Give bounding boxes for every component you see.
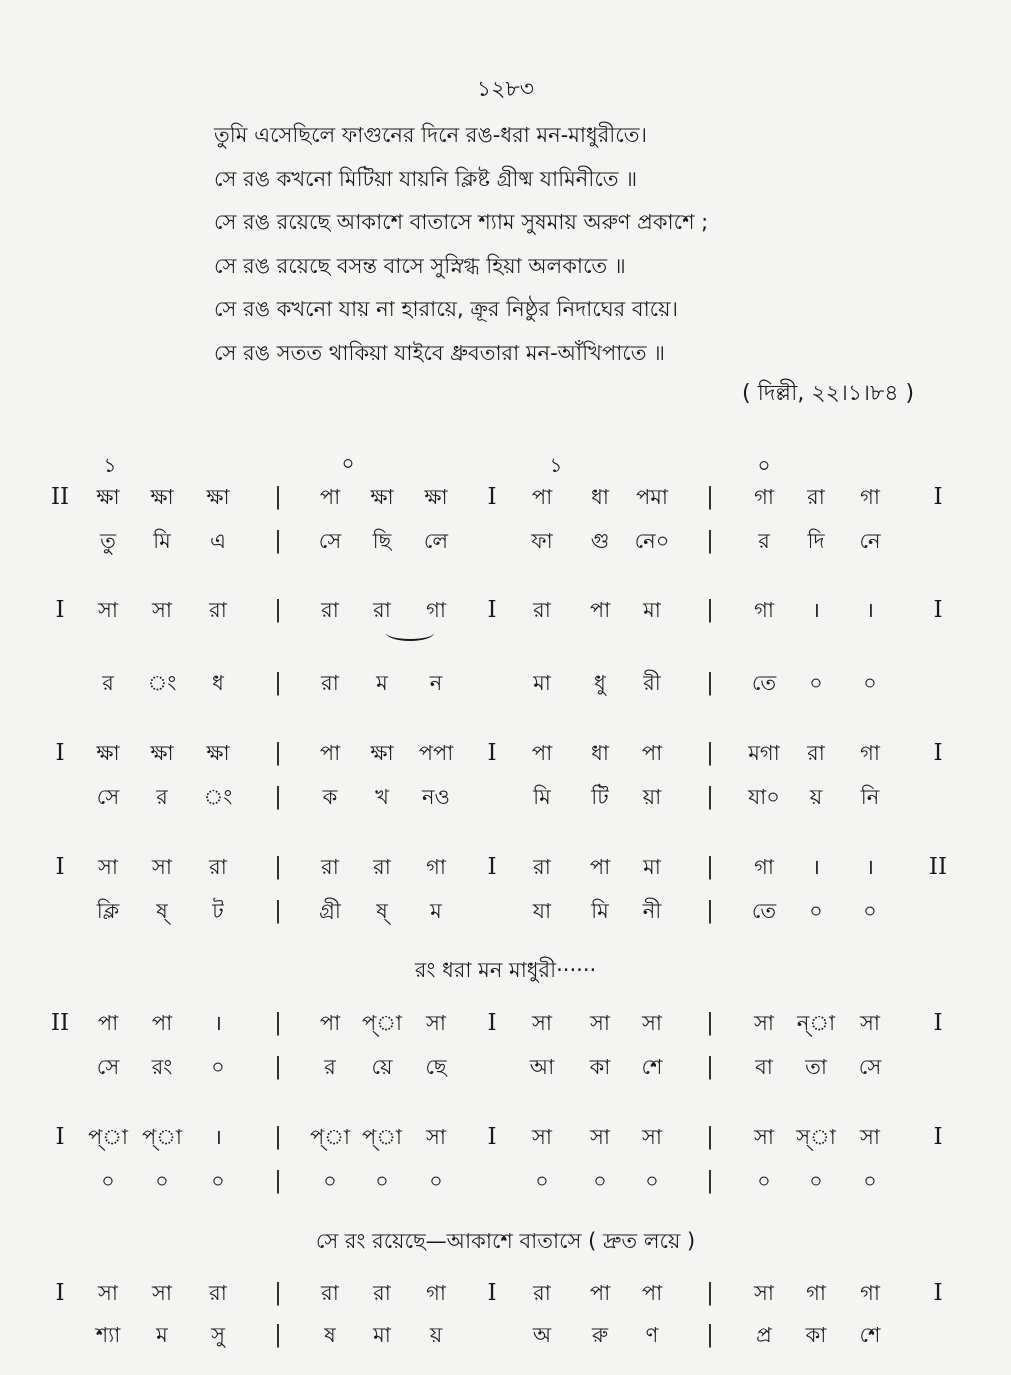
lyric-syllable: সে [858,1055,882,1079]
bar-line: | [706,597,714,623]
swara-note: সা [152,855,172,879]
row-end-bar: I [933,484,943,510]
swara-note: পা [531,485,553,509]
lyric-syllable: ং [147,671,177,695]
bar-line: | [274,1124,282,1150]
lyric-syllable: তে [751,899,777,923]
bar-line: I [487,1280,497,1306]
swara-note: ক্ষা [96,741,120,765]
swara-note: রা [321,1281,339,1305]
bar-line: | [274,740,282,766]
bar-line: | [706,1010,714,1036]
bar-line: | [706,784,714,810]
swara-note: মা [643,855,661,879]
bar-line: | [274,1054,282,1080]
swara-note: সা [642,1011,662,1035]
swara-note: । [214,1011,222,1035]
swara-note: রা [533,1281,551,1305]
lyric-syllable: ০ [863,671,877,695]
swara-note: সা [426,1125,446,1149]
lyric-syllable: ০ [375,1169,389,1193]
swara-note: ক্ষা [424,485,448,509]
beat-mark: ০ [757,453,771,477]
swara-note: ক্ষা [206,741,230,765]
bar-line: | [274,854,282,880]
lyric-syllable: ণ [645,1323,659,1347]
bar-line: I [487,597,497,623]
lyric-syllable: শ্যা [95,1323,121,1347]
swara-note: পা [151,1011,173,1035]
swara-note: রা [373,1281,391,1305]
lyric-syllable: র [758,529,770,553]
row-start-bar: I [55,854,65,880]
swara-note: সা [754,1125,774,1149]
swara-note: সা [754,1281,774,1305]
swara-note: সা [532,1011,552,1035]
swara-note: রা [533,598,551,622]
swara-note: । [214,1125,222,1149]
lyric-syllable: নী [642,899,662,923]
lyric-syllable: ০ [535,1169,549,1193]
lyric-syllable: ক্লি [96,899,120,923]
lyric-syllable: মা [533,671,551,695]
bar-line: | [274,1010,282,1036]
bar-line: | [274,484,282,510]
swara-note: ন্া [796,1011,836,1035]
lyric-syllable: য়া [642,785,662,809]
poem-line: সে রঙ সতত থাকিয়া যাইবে ধ্রুবতারা মন-আঁখিপাতে ॥ [214,340,666,365]
swara-note: গা [860,741,880,765]
swara-note: প্া [361,1011,403,1035]
bar-line: | [706,484,714,510]
lyric-syllable: ০ [429,1169,443,1193]
swara-note: । [812,598,820,622]
lyric-syllable: মি [533,785,551,809]
lyric-syllable: য়ে [371,1055,393,1079]
lyric-syllable: ফা [531,529,553,553]
bar-line: I [487,1010,497,1036]
bar-line: I [487,484,497,510]
lyric-syllable: নে০ [634,529,670,553]
lyric-syllable: র [324,1055,336,1079]
swara-note: রা [209,855,227,879]
swara-note: পা [97,1011,119,1035]
lyric-syllable: ০ [645,1169,659,1193]
lyric-syllable: যা [532,899,552,923]
lyric-syllable: রু [591,1323,609,1347]
swara-note: প্া [361,1125,403,1149]
lyric-syllable: ০ [593,1169,607,1193]
lyric-syllable: ০ [323,1169,337,1193]
swara-note: মগা [748,741,780,765]
swara-note: ধা [591,741,609,765]
lyric-syllable: মি [591,899,609,923]
swara-note: সা [152,598,172,622]
lyric-syllable: শে [859,1323,881,1347]
bar-line: | [274,784,282,810]
swara-note: । [866,598,874,622]
lyric-syllable: ষ [324,1323,336,1347]
swara-note: সা [98,855,118,879]
bar-line: | [706,1054,714,1080]
bar-line: | [274,1168,282,1194]
lyric-syllable: তু [100,529,116,553]
lyric-syllable: ধু [594,671,606,695]
lyric-syllable: তে [751,671,777,695]
swara-note: রা [807,741,825,765]
swara-note: সা [860,1011,880,1035]
lyric-syllable: খ [375,785,389,809]
poem-line: সে রঙ কখনো মিটিয়া যায়নি ক্লিষ্ট গ্রীষ্ম যামিনীতে ॥ [214,166,638,191]
bar-line: | [706,898,714,924]
lyric-syllable: নে [859,529,881,553]
beat-mark: ১ [549,453,563,477]
swara-note: গা [754,855,774,879]
swara-note: সা [642,1125,662,1149]
bar-line: | [274,1322,282,1348]
lyric-syllable: ষ্ [376,899,388,923]
swara-note: ক্ষা [206,485,230,509]
poem-line: সে রঙ রয়েছে বসন্ত বাসে সুস্নিগ্ধ হিয়া অলকাতে ॥ [214,253,626,278]
bar-line: | [706,1280,714,1306]
lyric-syllable: য় [429,1323,443,1347]
row-end-bar: I [933,740,943,766]
lyric-syllable: প্র [756,1323,772,1347]
lyric-syllable: এ [210,529,226,553]
swara-note: সা [152,1281,172,1305]
row-end-bar: I [933,1010,943,1036]
swara-note: পা [589,855,611,879]
row-start-bar: I [55,740,65,766]
poem-line: সে রঙ কখনো যায় না হারায়ে, ক্রূর নিষ্ঠুর নিদাঘের বায়ে। [214,297,679,321]
swara-note: গা [754,598,774,622]
lyric-syllable: রা [321,671,339,695]
swara-note: গা [754,485,774,509]
lyric-syllable: ০ [863,1169,877,1193]
swara-note: পমা [635,485,669,509]
section-caption: সে রং রয়েছে—আকাশে বাতাসে ( দ্রুত লয়ে ) [315,1229,696,1253]
beat-mark: ১ [103,453,117,477]
lyric-syllable: ০ [211,1055,225,1079]
lyric-syllable: ম [430,899,442,923]
swara-note: রা [373,855,391,879]
poem-line: তুমি এসেছিলে ফাগুনের দিনে রঙ-ধরা মন-মাধুরীতে। [214,123,648,147]
swara-note: পা [641,741,663,765]
lyric-syllable: নও [422,785,450,809]
swara-note: ক্ষা [150,741,174,765]
swara-note: গা [426,855,446,879]
swara-note: সা [860,1125,880,1149]
row-end-bar: I [933,1280,943,1306]
lyric-syllable: সে [96,1055,120,1079]
lyric-syllable: ং [203,785,233,809]
swara-note: পপা [418,741,454,765]
lyric-syllable: ছে [425,1055,447,1079]
date-line: ( দিল্লী, ২২।১।৮৪ ) [742,381,915,406]
swara-note: প্া [309,1125,351,1149]
lyric-syllable: সু [211,1323,225,1347]
swara-note: রা [807,485,825,509]
swara-note: রা [321,855,339,879]
swara-note: ক্ষা [370,741,394,765]
lyric-syllable: ০ [809,899,823,923]
bar-line: | [706,1322,714,1348]
swara-note: ধা [591,485,609,509]
lyric-syllable: বা [755,1055,773,1079]
swara-note: পা [589,1281,611,1305]
lyric-syllable: মি [153,529,171,553]
lyric-syllable: ০ [863,899,877,923]
swara-note: রা [209,598,227,622]
bar-line: | [706,670,714,696]
lyric-syllable: অ [532,1323,552,1347]
lyric-syllable: ম [156,1323,168,1347]
lyric-syllable: ম [376,671,388,695]
bar-line: | [274,670,282,696]
row-start-bar: I [55,1124,65,1150]
lyric-syllable: র [156,785,168,809]
row-start-bar: I [55,1280,65,1306]
swara-note: ক্ষা [96,485,120,509]
swara-note: পা [589,598,611,622]
lyric-syllable: ০ [809,1169,823,1193]
lyric-syllable: সে [96,785,120,809]
lyric-syllable: কা [805,1323,827,1347]
lyric-syllable: ষ্ [156,899,168,923]
lyric-syllable: গু [590,529,610,553]
bar-line: | [274,1280,282,1306]
swara-note: স্া [796,1125,836,1149]
swara-note: গা [806,1281,826,1305]
swara-note: পা [641,1281,663,1305]
bar-line: I [487,854,497,880]
swara-note: পা [319,485,341,509]
bar-line: | [274,528,282,554]
lyric-syllable: সে [318,529,342,553]
bar-line: | [274,597,282,623]
lyric-syllable: ০ [101,1169,115,1193]
swara-note: পা [319,741,341,765]
swara-note: প্া [141,1125,183,1149]
lyric-syllable: টি [591,785,609,809]
row-end-bar: I [933,1124,943,1150]
lyric-syllable: দি [807,529,825,553]
bar-line: | [706,854,714,880]
swara-note: । [866,855,874,879]
lyric-syllable: গ্রী [319,899,341,923]
lyric-syllable: কা [589,1055,611,1079]
swara-note: । [812,855,820,879]
swara-note: ক্ষা [150,485,174,509]
bar-line: | [706,528,714,554]
swara-note: রা [533,855,551,879]
lyric-syllable: ট [212,899,224,923]
swara-note: মা [643,598,661,622]
lyric-syllable: ক [322,785,338,809]
lyric-syllable: মা [373,1323,391,1347]
bar-line: | [706,740,714,766]
lyric-syllable: ০ [757,1169,771,1193]
lyric-syllable: ০ [211,1169,225,1193]
swara-note: গা [860,485,880,509]
row-start-bar: II [50,484,70,510]
section-caption: রং ধরা মন মাধুরী······ [414,958,597,982]
row-start-bar: I [55,597,65,623]
lyric-syllable: য় [809,785,823,809]
lyric-syllable: রং [151,1055,173,1079]
row-end-bar: I [933,597,943,623]
swara-note: রা [209,1281,227,1305]
lyric-syllable: ছি [372,529,392,553]
lyric-syllable: ০ [155,1169,169,1193]
row-start-bar: II [50,1010,70,1036]
swara-note: গা [426,1281,446,1305]
bar-line: I [487,1124,497,1150]
lyric-syllable: নি [860,785,880,809]
lyric-syllable: শে [641,1055,663,1079]
beat-mark: ০ [341,451,355,475]
lyric-syllable: র [102,671,114,695]
swara-note: সা [426,1011,446,1035]
swara-note: সা [98,1281,118,1305]
bar-line: I [487,740,497,766]
swara-note: পা [319,1011,341,1035]
swara-note: সা [532,1125,552,1149]
swara-note: সা [590,1011,610,1035]
swara-note: রা [373,598,391,622]
lyric-syllable: ধ [212,671,224,695]
swara-note: রা [321,598,339,622]
swara-note: সা [590,1125,610,1149]
row-end-bar: II [928,854,948,880]
bar-line: | [706,1124,714,1150]
swara-note: পা [531,741,553,765]
lyric-syllable: ০ [809,671,823,695]
lyric-syllable: আ [529,1055,555,1079]
swara-note: গা [426,598,446,622]
lyric-syllable: ন [429,671,443,695]
swara-note: ক্ষা [370,485,394,509]
lyric-syllable: যা০ [748,785,780,809]
lyric-syllable: লে [423,529,449,553]
bar-line: | [706,1168,714,1194]
page-number: ১২৮৩ [476,77,535,102]
lyric-syllable: রী [643,671,661,695]
swara-note: প্া [87,1125,129,1149]
swara-note: গা [860,1281,880,1305]
bar-line: | [274,898,282,924]
slur-mark [386,625,434,641]
lyric-syllable: তা [805,1055,827,1079]
swara-note: সা [754,1011,774,1035]
swara-note: সা [98,598,118,622]
poem-line: সে রঙ রয়েছে আকাশে বাতাসে শ্যাম সুষমায় অরুণ প্রকাশে ; [214,210,709,234]
